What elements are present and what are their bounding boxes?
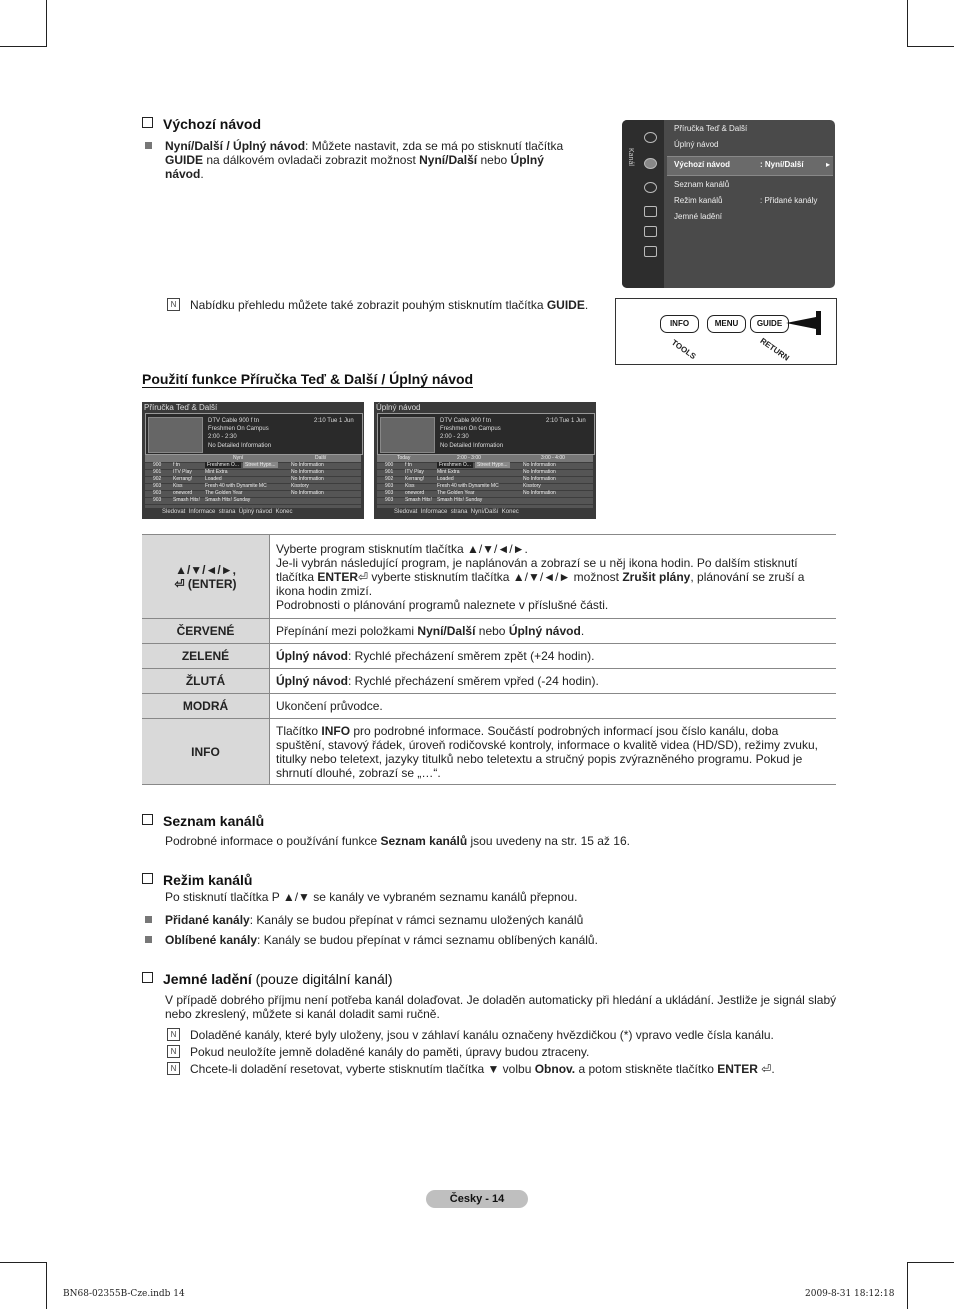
bullet: [145, 936, 152, 943]
menu-item-now-next: Příručka Teď & Další: [674, 124, 748, 133]
full-guide-screenshot: [374, 402, 596, 519]
channel-list-text: Podrobné informace o používání funkce Seznam kanálů jsou uvedeny na str. 15 až 16.: [165, 834, 630, 848]
info-detail: No Detailed Information: [440, 443, 504, 449]
support-icon: [644, 246, 657, 257]
note-icon: N: [167, 298, 180, 311]
application-icon: [644, 226, 657, 237]
menu-item-fine-tune: Jemné ladění: [674, 212, 723, 221]
remote-return-label: RETURN: [758, 336, 791, 363]
key-info: INFO: [142, 719, 270, 785]
table-row: 900 f tn Freshmen O... Street Hypn... No Information: [145, 462, 361, 470]
pointer-bar: [816, 311, 821, 335]
pointer-arrow-icon: [786, 317, 816, 329]
info-clock: 2:10 Tue 1 Jun: [546, 418, 586, 424]
fine-tune-note-2: Pokud neuložíte jemně doladěné kanály do paměti, úpravy budou ztraceny.: [190, 1045, 590, 1059]
table-row: 903 Kiss Fresh 40 with Dynamite MC Kisstory: [377, 483, 593, 491]
note-icon: N: [167, 1062, 180, 1075]
menu-item-channel-mode: Režim kanálů: [674, 196, 723, 205]
setup-icon: [644, 182, 657, 193]
table-row: 901 ITV Play Mint Extra No Information: [145, 469, 361, 477]
menu-item-channel-list: Seznam kanálů: [674, 180, 730, 189]
guide-grid: Today 2:00 - 3:00 3:00 - 4:00 900 f tn Freshmen O... Street Hypn... No Information 901 ITV Play Mint Extra No Information 902 Kerrang! Loaded No Information 903 Kiss Fresh 40 with Dynamite MC Kisstory 903 oneword The Golden Year No Information 903 Smash Hits! Smash Hits! Sunday: [377, 455, 593, 508]
table-row: 903 oneword The Golden Year No Information: [145, 490, 361, 498]
table-row: [142, 669, 836, 694]
page-number: Česky - 14: [426, 1190, 528, 1208]
menu-value-channel-mode: : Přidané kanály: [760, 196, 818, 205]
desc-green: Úplný návod: Rychlé přecházení směrem zpět (+24 hodin).: [270, 644, 837, 669]
footer-file: BN68-02355B-Cze.indb 14: [63, 1289, 185, 1299]
key-arrows: ▲/▼/◄/►, ⏎ (ENTER): [142, 535, 270, 619]
button-function-table: [142, 534, 836, 785]
favourite-channels-text: Oblíbené kanály: Kanály se budou přepínat v rámci seznamu oblíbených kanálů.: [165, 933, 598, 947]
remote-tools-label: TOOLS: [669, 337, 698, 362]
menu-item-default-guide: Výchozí návod: [674, 160, 731, 169]
remote-control-illustration: [615, 298, 837, 365]
guide-title: Úplný návod: [376, 403, 421, 412]
info-detail: No Detailed Information: [208, 443, 272, 449]
section-title-default-guide: Výchozí návod: [142, 116, 261, 132]
enter-icon: ⏎: [174, 576, 188, 591]
table-row: [142, 535, 836, 619]
fine-tune-text: V případě dobrého příjmu není potřeba kanál dolaďovat. Je doladěn automaticky při hledání a ukládání. Jestliže je signál slabý nebo zkreslený, můžete si kanál doladit sami ručně.: [165, 993, 837, 1021]
table-row: 900 f tn Freshmen O... Street Hypn... No Information: [377, 462, 593, 470]
key-blue: MODRÁ: [142, 694, 270, 719]
note-icon: N: [167, 1045, 180, 1058]
default-guide-text: Nyní/Další / Úplný návod: Můžete nastavit, zda se má po stisknutí tlačítka GUIDE na dálkovém ovladači zobrazit možnost Nyní/Další nebo Úplný návod.: [165, 139, 564, 181]
input-icon: [644, 206, 657, 217]
desc-arrows: Vyberte program stisknutím tlačítka ▲/▼/◄/►. Je-li vybrán následující program, je naplánován a zobrazí se u něj ikona hodin. Po dalším stisknutí tlačítka ENTER⏎ vyberte stisknutím tlačítka ▲/▼/◄/► možnost Zrušit plány, plánování se zruší a ikona hodin zmizí. Podrobnosti o plánování programů naleznete v příslušné části.: [270, 535, 837, 619]
menu-arrow-icon: ▸: [826, 160, 831, 169]
table-row: [142, 619, 836, 644]
remote-guide-button: GUIDE: [750, 315, 789, 333]
remote-menu-button: MENU: [707, 315, 746, 333]
enter-icon: ⏎: [761, 1062, 772, 1076]
guide-info-panel: [145, 413, 363, 455]
bullet: [145, 142, 152, 149]
footer-date: 2009-8-31 18:12:18: [805, 1289, 895, 1299]
table-row: [142, 644, 836, 669]
guide-info-panel: [377, 413, 595, 455]
enter-icon: ⏎: [358, 569, 369, 584]
channel-icon: [644, 158, 657, 169]
now-next-guide-screenshot: [142, 402, 364, 519]
video-thumbnail: [380, 417, 435, 453]
desc-blue: Ukončení průvodce.: [270, 694, 837, 719]
table-row: [142, 694, 836, 719]
info-program: Freshmen On Campus: [440, 426, 501, 432]
desc-red: Přepínání mezi položkami Nyní/Další nebo Úplný návod.: [270, 619, 837, 644]
guide-note-text: Nabídku přehledu můžete také zobrazit pouhým stisknutím tlačítka GUIDE.: [190, 298, 589, 312]
info-channel: DTV Cable 900 f tn: [208, 418, 260, 424]
bullet: [145, 916, 152, 923]
section-title-fine-tune: Jemné ladění (pouze digitální kanál): [142, 971, 393, 987]
picture-icon: [644, 132, 657, 143]
video-thumbnail: [148, 417, 203, 453]
menu-item-full-guide: Úplný návod: [674, 140, 719, 149]
channel-menu-screenshot: [622, 120, 835, 288]
info-clock: 2:10 Tue 1 Jun: [314, 418, 354, 424]
fine-tune-note-3: Chcete-li doladění resetovat, vyberte stisknutím tlačítka ▼ volbu Obnov. a potom stiskněte tlačítko ENTER ⏎.: [190, 1062, 775, 1076]
menu-value-default-guide: : Nyní/Další: [760, 160, 804, 169]
table-row: 902 Kerrang! Loaded No Information: [145, 476, 361, 484]
table-row: [142, 719, 836, 785]
guide-grid: Nyní Další 900 f tn Freshmen O... Street Hypn... No Information 901 ITV Play Mint Extra No Information 902 Kerrang! Loaded No Information 903 Kiss Fresh 40 with Dynamite MC Kisstory 903 oneword The Golden Year No Information 903 Smash Hits! Smash Hits! Sunday: [145, 455, 361, 508]
note-icon: N: [167, 1028, 180, 1041]
fine-tune-note-1: Doladěné kanály, které byly uloženy, jsou v záhlaví kanálu označeny hvězdičkou (*) vpravo vedle čísla kanálu.: [190, 1028, 774, 1042]
remote-info-button: INFO: [660, 315, 699, 333]
info-channel: DTV Cable 900 f tn: [440, 418, 492, 424]
table-row: 903 oneword The Golden Year No Information: [377, 490, 593, 498]
table-row: 903 Smash Hits! Smash Hits! Sunday: [377, 497, 593, 505]
section-title-using-guide: Použití funkce Příručka Teď & Další / Úplný návod: [142, 371, 474, 387]
menu-side-label: Kanál: [627, 148, 634, 166]
info-program: Freshmen On Campus: [208, 426, 269, 432]
guide-title: Příručka Teď & Další: [144, 403, 218, 412]
info-time: 2:00 - 2:30: [208, 434, 237, 440]
added-channels-text: Přidané kanály: Kanály se budou přepínat v rámci seznamu uložených kanálů: [165, 913, 584, 927]
menu-sidebar: [622, 120, 664, 288]
key-red: ČERVENÉ: [142, 619, 270, 644]
section-title-channel-mode: Režim kanálů: [142, 872, 252, 888]
table-row: 903 Kiss Fresh 40 with Dynamite MC Kisstory: [145, 483, 361, 491]
desc-yellow: Úplný návod: Rychlé přecházení směrem vpřed (-24 hodin).: [270, 669, 837, 694]
desc-info: Tlačítko INFO pro podrobné informace. Součástí podrobných informací jsou číslo kanálu, doba spuštění, stavový řádek, úroveň rodičovské kontroly, informace o kvalitě videa (HD/SD), režimy zvuku, titulky nebo teletext, jazyky titulků nebo teletextu a stručný popis zvýrazněného programu. Pokud je shrnutí dlouhé, zobrazí se „…“.: [270, 719, 837, 785]
section-title-channel-list: Seznam kanálů: [142, 813, 264, 829]
guide-footer: Sledovat Informace strana Nyní/Další Konec: [394, 509, 519, 515]
table-row: 901 ITV Play Mint Extra No Information: [377, 469, 593, 477]
info-time: 2:00 - 2:30: [440, 434, 469, 440]
table-row: 903 Smash Hits! Smash Hits! Sunday: [145, 497, 361, 505]
guide-footer: Sledovat Informace strana Úplný návod Konec: [162, 509, 293, 515]
key-yellow: ŽLUTÁ: [142, 669, 270, 694]
channel-mode-intro: Po stisknutí tlačítka P ▲/▼ se kanály ve vybraném seznamu kanálů přepnou.: [165, 890, 578, 904]
key-green: ZELENÉ: [142, 644, 270, 669]
table-row: 902 Kerrang! Loaded No Information: [377, 476, 593, 484]
